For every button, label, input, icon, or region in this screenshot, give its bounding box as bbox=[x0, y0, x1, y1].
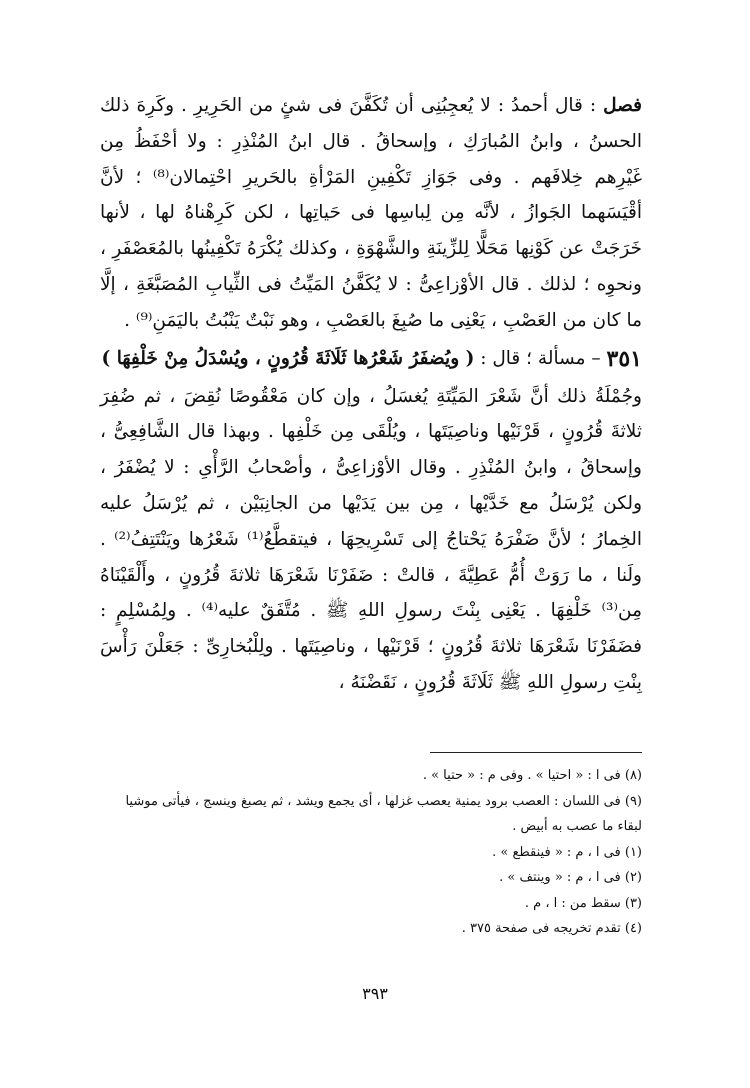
masala-number: ٣٥١ bbox=[606, 345, 642, 372]
fasl-text: : قال أحمدُ : لا يُعجِبُنِى أن تُكَفَّنَ فى شئٍ من الحَرِيرِ . وكَرِهَ ذلك الحسنُ ، وابنُ المُبارَكِ ، وإسحاقُ . قال ابنُ المُنْذِرِ : ولا أحْفَظُ مِن غَيْرِهم خِلافَهم . وفى جَوَازِ تَكْفِينِ المَرْأةِ بالحَريرِ احْتِمالان⁽⁸⁾ ؛ لأنَّ أقْيَسَهما الجَوازُ ، لأنَّه مِن لِباسِها فى حَياتِها ، لكن كَرِهْناهُ لها ، لأنها خَرَجَتْ عن كَوْنِها مَحَلًّا لِلزِّينَةِ والشَّهْوَةِ ، وكذلك يُكْرَهُ تَكْفِينُها بالمُعَصْفَرِ ، ونحوِه ؛ لذلك . قال الأوْزاعِىُّ : لا يُكَفَّنُ المَيِّتُ فى الثِّيابِ المُصَبَّغَةِ ، إلَّا ما كان من العَصْبِ ، يَعْنِى ما صُبِغَ بالعَصْبِ ، وهو نَبْتٌ يَنْبُتُ باليَمَنِ⁽⁹⁾ . bbox=[100, 95, 642, 331]
fasl-paragraph bbox=[100, 88, 642, 339]
fasl-label: فصل bbox=[603, 95, 642, 116]
main-text bbox=[100, 88, 642, 701]
masala-heading bbox=[100, 339, 642, 379]
footnote-divider bbox=[430, 752, 642, 753]
footnote-9: (٩) فى اللسان : العصب برود يمنية يعصب غزلها ، أى يجمع ويشد ، ثم يصبغ وينسج ، فيأتى موشيا لبقاء ما عصب به أبيض . bbox=[125, 793, 642, 834]
footnote-3: (٣) سقط من : ا ، م . bbox=[524, 895, 642, 911]
page-number: ٣٩٣ bbox=[362, 984, 388, 1003]
body-paragraph: وجُمْلَةُ ذلك أنَّ شَعْرَ المَيِّتَةِ يُغسَلُ ، وإن كان مَعْقُوصًا نُقِضَ ، ثم ضُفِرَ ثلاثةَ قُرُونٍ ، قَرْنَيْها وناصِيَتَها ، ويُلْقَى مِن خَلْفِها . وبهذا قال الشَّافِعِىُّ ، وإسحاقُ ، وابنُ المُنْذِرِ . وقال الأوْزاعِىُّ ، وأصْحابُ الرَّأْىِ : لا يُضْفَرُ ، ولكن يُرْسَلُ مع خَدَّيْها ، مِن بين يَدَيْها من الجانِبَيْن ، ثم يُرْسَلُ عليه الخِمارُ ؛ لأنَّ ضَفْرَهُ يَحْتاجُ إلى تَسْرِيحِهَا ، فيتقطَّعُ⁽¹⁾ شَعْرُها ويَنْتَتِفُ⁽²⁾ . ولَنا ، ما رَوَتْ أُمُّ عَطِيَّةَ ، قالتْ : ضَفَرْنَا شَعْرَهَا ثلاثةَ قُرُونٍ ، وأَلْقَيْنَاهُ مِن⁽³⁾ خَلْفِهَا . يَعْنِى بِنْتَ رسولِ اللهِ ﷺ . مُتَّفَقٌ عليه⁽⁴⁾ . ولِمُسْلِمٍ : فضَفَرْنَا شَعْرَهَا ثلاثةَ قُرُونٍ ؛ قَرْنَيْها ، وناصِيَتَها . ولِلْبُخارِىِّ : جَعَلْنَ رَأْسَ بِنْتِ رسولِ اللهِ ﷺ ثَلَاثَةَ قُرُونٍ ، نَقَضْنَهُ ، bbox=[100, 385, 642, 693]
footnote-4: (٤) تقدم تخريجه فى صفحة ٣٧٥ . bbox=[461, 921, 642, 936]
footnote-8: (٨) فى ا : « احتيا » . وفى م : « حتيا » . bbox=[422, 768, 642, 783]
footnote-1: (١) فى ا ، م : « فينقطع » . bbox=[492, 844, 642, 860]
footnotes bbox=[100, 763, 642, 942]
masala-label: – مسألة ؛ قال : bbox=[480, 347, 601, 369]
footnote-2: (٢) فى ا ، م : « وينتف » . bbox=[499, 870, 642, 885]
masala-quote: ( ويُضفَرُ شَعْرُها ثَلَاثَةَ قُرُونٍ ، ويُسْدَلُ مِنْ خَلْفِهَا ) bbox=[101, 347, 475, 369]
